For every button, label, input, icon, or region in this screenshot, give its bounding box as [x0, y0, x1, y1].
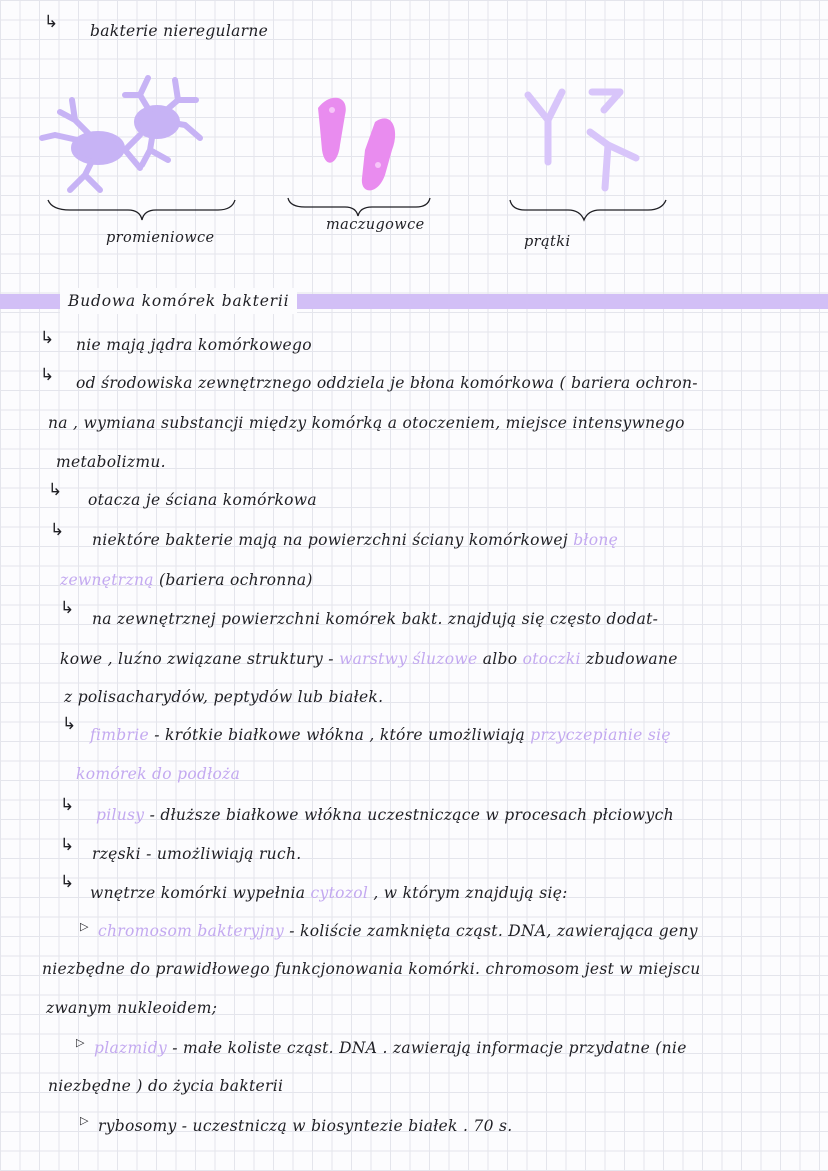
label-maczugowce: maczugowce: [326, 217, 425, 233]
term-highlight: chromosom bakteryjny: [98, 922, 285, 940]
term-highlight: fimbrie: [90, 726, 149, 744]
note-text: - koliście zamknięta cząst. DNA, zawierająca geny: [289, 922, 698, 940]
term-highlight: błonę: [573, 531, 619, 549]
actinomycete-cell: [42, 100, 140, 190]
note-text: , w którym znajdują się:: [373, 884, 568, 902]
promieniowce-drawing: [0, 0, 828, 300]
note-line: [60, 571, 313, 589]
note-line: [90, 726, 671, 744]
note-line: rzęski - umożliwiają ruch.: [92, 845, 302, 863]
note-line: nie mają jądra komórkowego: [76, 336, 312, 354]
term-highlight: cytozol: [310, 884, 369, 902]
note-text: kowe , luźno związane struktury -: [60, 650, 334, 668]
note-line: [96, 806, 674, 824]
note-line: na , wymiana substancji między komórką a otoczeniem, miejsce intensywnego: [48, 414, 685, 432]
arrow-icon: ↳: [48, 480, 63, 500]
note-line: niezbędne do prawidłowego funkcjonowania komórki. chromosom jest w miejscu: [42, 960, 701, 978]
note-line: rybosomy - uczestniczą w biosyntezie białek . 70 s.: [98, 1117, 513, 1135]
note-text: niektóre bakterie mają na powierzchni ściany komórkowej: [92, 531, 568, 549]
heading-irregular-bacteria: bakterie nieregularne: [90, 22, 269, 40]
triangle-bullet-icon: ▷: [80, 1114, 89, 1127]
triangle-bullet-icon: ▷: [80, 920, 89, 933]
arrow-icon: ↳: [60, 872, 75, 892]
label-pratki: prątki: [524, 234, 571, 250]
triangle-bullet-icon: ▷: [76, 1036, 85, 1049]
note-line: komórek do podłoża: [76, 765, 241, 783]
arrow-icon: ↳: [50, 520, 65, 540]
label-promieniowce: promieniowce: [106, 230, 215, 246]
actinomycete-cell: [125, 78, 200, 165]
arrow-icon: ↳: [40, 328, 55, 348]
note-text: - dłuższe białkowe włókna uczestniczące w procesach płciowych: [149, 806, 674, 824]
note-line: [98, 922, 698, 940]
section-title-text: Budowa komórek bakterii: [68, 292, 290, 310]
note-text: zbudowane: [586, 650, 678, 668]
term-highlight: pilusy: [96, 806, 145, 824]
note-text: - małe koliste cząst. DNA . zawierają informacje przydatne (nie: [172, 1039, 687, 1057]
note-line: metabolizmu.: [56, 453, 166, 471]
mycobacterium-cells: [528, 92, 636, 188]
note-line: [92, 531, 618, 549]
note-text: (bariera ochronna): [159, 571, 313, 589]
note-line: od środowiska zewnętrznego oddziela je błona komórkowa ( bariera ochron-: [76, 374, 698, 392]
note-line: [94, 1039, 687, 1057]
note-text: - krótkie białkowe włókna , które umożliwiają: [154, 726, 526, 744]
note-line: otacza je ściana komórkowa: [88, 491, 317, 509]
note-text: wnętrze komórki wypełnia: [90, 884, 306, 902]
arrow-icon: ↳: [60, 598, 75, 618]
note-text: albo: [482, 650, 518, 668]
term-highlight: zewnętrzną: [60, 571, 154, 589]
note-line: [90, 884, 568, 902]
note-line: z polisacharydów, peptydów lub białek.: [64, 688, 384, 706]
note-line: niezbędne ) do życia bakterii: [48, 1077, 284, 1095]
section-title: [60, 288, 297, 314]
term-highlight: przyczepianie się: [530, 726, 671, 744]
arrow-icon: ↳: [62, 714, 77, 734]
arrow-icon: ↳: [40, 365, 55, 385]
note-line: [60, 650, 678, 668]
arrow-icon: ↳: [60, 835, 75, 855]
note-line: na zewnętrznej powierzchni komórek bakt. znajdują się często dodat-: [92, 610, 659, 628]
note-line: zwanym nukleoidem;: [46, 999, 218, 1017]
term-highlight: warstwy śluzowe: [339, 650, 478, 668]
arrow-icon: ↳: [60, 795, 75, 815]
term-highlight: otoczki: [522, 650, 581, 668]
term-highlight: plazmidy: [94, 1039, 168, 1057]
arrow-icon: ↳: [44, 12, 59, 32]
corynebacterium-cell: [318, 98, 395, 191]
